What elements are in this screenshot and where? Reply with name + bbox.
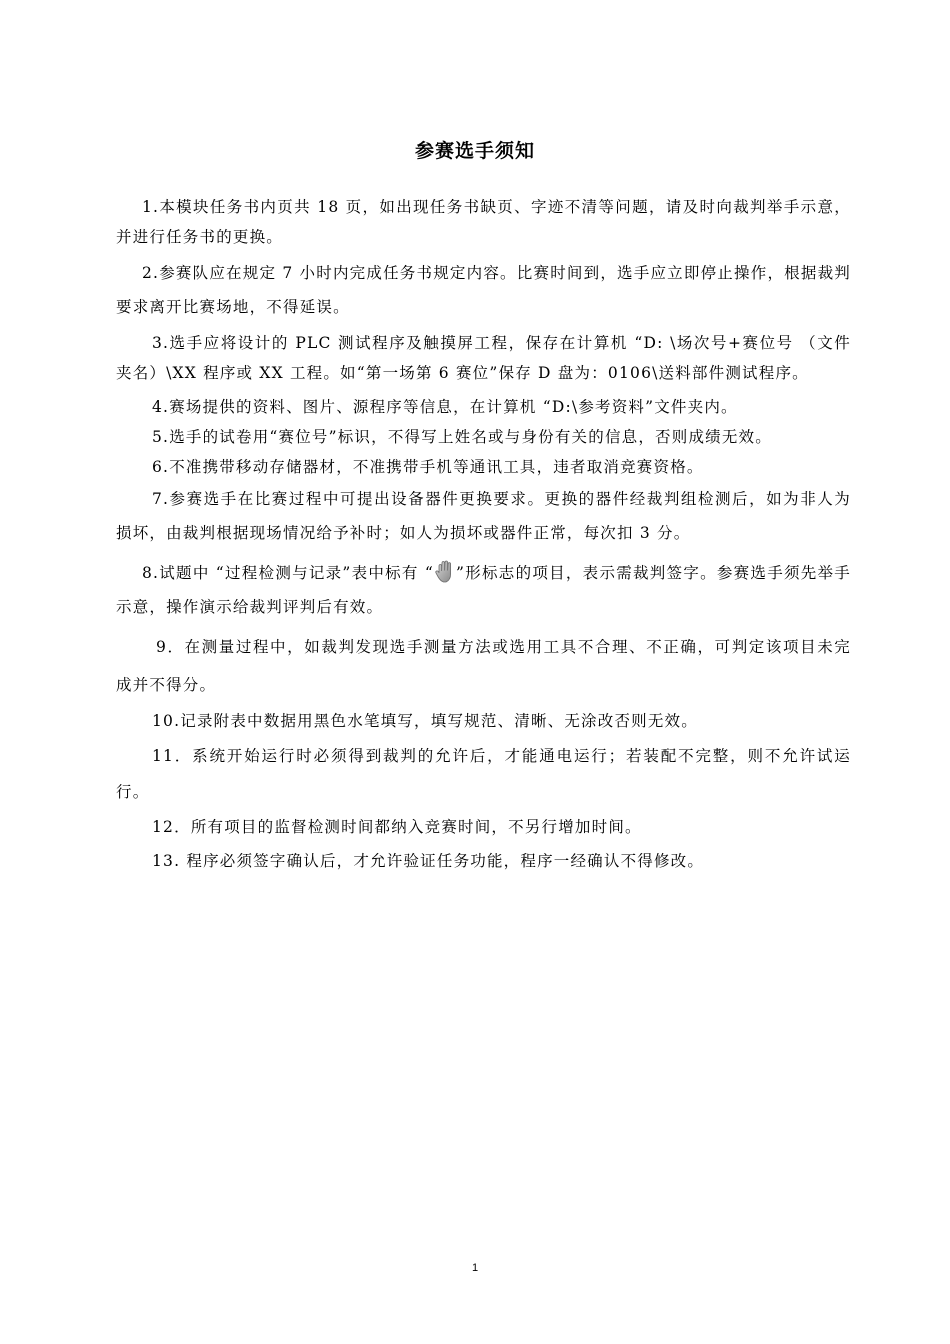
instruction-item-12: 12．所有项目的监督检测时间都纳入竞赛时间，不另行增加时间。 <box>152 818 642 836</box>
instruction-item-8 <box>116 556 851 624</box>
instruction-item-3: 3.选手应将设计的 PLC 测试程序及触摸屏工程，保存在计算机 “D: \场次号+赛位号 （文件夹名）\XX 程序或 XX 工程。如“第一场第 6 赛位”保存 D 盘为：0106\送料部件测试程序。 <box>116 334 851 382</box>
page-title: 参赛选手须知 <box>414 140 535 162</box>
instruction-item-8-after: ”形标志的项目，表示需裁判签字。参赛选手须先举手示意，操作演示给裁判评判后有效。 <box>116 564 851 616</box>
instruction-item-8-before: 8.试题中 “过程检测与记录”表中标有 “ <box>142 564 435 582</box>
instruction-item-7: 7.参赛选手在比赛过程中可提出设备器件更换要求。更换的器件经裁判组检测后，如为非人为损坏，由裁判根据现场情况给予补时；如人为损坏或器件正常，每次扣 3 分。 <box>116 490 851 542</box>
instruction-item-1: 1.本模块任务书内页共 18 页，如出现任务书缺页、字迹不清等问题，请及时向裁判举手示意，并进行任务书的更换。 <box>116 198 851 246</box>
instructions-body <box>116 192 851 878</box>
instruction-item-4: 4.赛场提供的资料、图片、源程序等信息，在计算机 “D:\参考资料”文件夹内。 <box>152 398 738 416</box>
instruction-item-9: 9．在测量过程中，如裁判发现选手测量方法或选用工具不合理、不正确，可判定该项目未完成并不得分。 <box>116 638 851 694</box>
instruction-item-5: 5.选手的试卷用“赛位号”标识，不得写上姓名或与身份有关的信息，否则成绩无效。 <box>152 428 772 446</box>
instruction-item-2: 2.参赛队应在规定 7 小时内完成任务书规定内容。比赛时间到，选手应立即停止操作，根据裁判要求离开比赛场地，不得延误。 <box>116 264 851 316</box>
hand-icon <box>434 560 456 584</box>
instruction-item-10: 10.记录附表中数据用黑色水笔填写，填写规范、清晰、无涂改否则无效。 <box>152 712 698 730</box>
instruction-item-13: 13. 程序必须签字确认后，才允许验证任务功能，程序一经确认不得修改。 <box>152 852 705 870</box>
instruction-item-6: 6.不准携带移动存储器材，不准携带手机等通讯工具，违者取消竞赛资格。 <box>152 458 704 476</box>
instruction-item-11: 11．系统开始运行时必须得到裁判的允许后，才能通电运行；若装配不完整，则不允许试运行。 <box>116 747 851 801</box>
page-number: 1 <box>471 1262 479 1274</box>
